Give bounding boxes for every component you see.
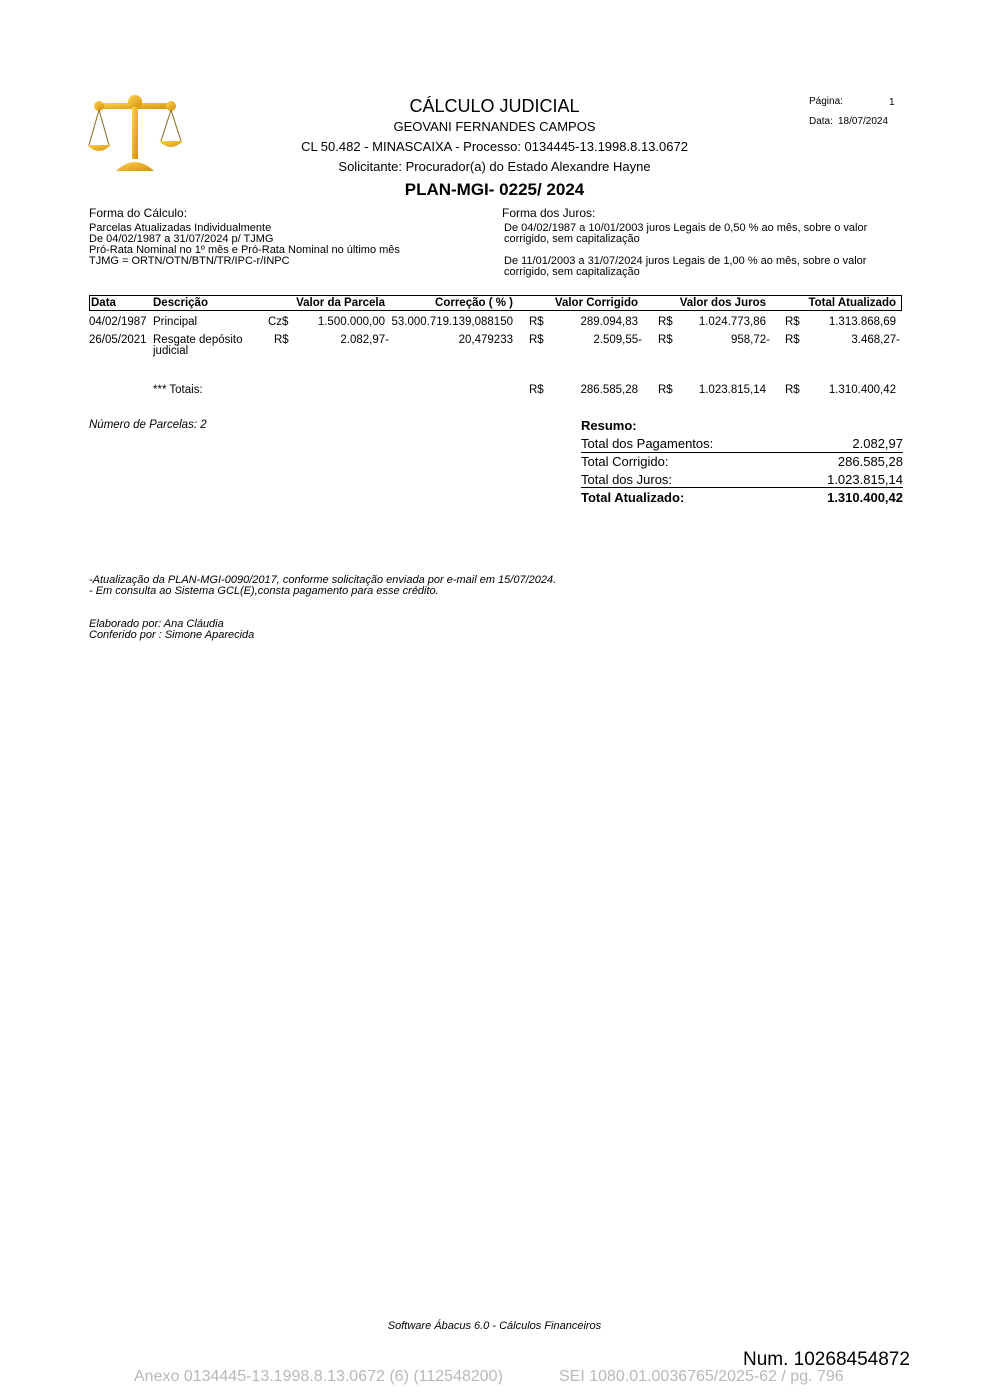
signer-line: Elaborado por: Ana Cláudia [89, 618, 224, 630]
forma-calculo-line: De 04/02/1987 a 31/07/2024 p/ TJMG [89, 233, 274, 245]
cell-currency: R$ [658, 316, 673, 328]
col-header-valor-parcela: Valor da Parcela [296, 297, 385, 309]
resumo-divider [581, 487, 903, 488]
col-header-valor-corrigido: Valor Corrigido [554, 297, 638, 309]
cell-currency: R$ [785, 316, 800, 328]
totals-juros: 1.023.815,14 [698, 384, 766, 396]
cell-valor-corrigido: 289.094,83 [580, 316, 638, 328]
document-number: Num. 10268454872 [743, 1349, 910, 1370]
resumo-corrigido-value: 286.585,28 [837, 454, 903, 469]
page-label: Página: [809, 96, 843, 107]
cell-descricao: Resgate depósito [153, 334, 243, 346]
cell-valor-corrigido: 2.509,55- [593, 334, 642, 346]
date-label: Data: [809, 116, 833, 127]
cell-valor-parcela: 2.082,97- [340, 334, 389, 346]
forma-calculo-line: Parcelas Atualizadas Individualmente [89, 222, 272, 234]
totals-total: 1.310.400,42 [828, 384, 896, 396]
forma-juros-label: Forma dos Juros: [502, 206, 596, 220]
requester-line: Solicitante: Procurador(a) do Estado Alexandre Hayne [338, 159, 651, 174]
resumo-pagamentos-label: Total dos Pagamentos: [581, 436, 714, 451]
col-header-correcao: Correção ( % ) [435, 297, 513, 309]
resumo-corrigido-label: Total Corrigido: [581, 454, 669, 469]
cell-correcao: 53.000.719.139,088150 [391, 316, 513, 328]
forma-juros-line: corrigido, sem capitalização [504, 233, 640, 245]
cell-valor-parcela: 1.500.000,00 [317, 316, 385, 328]
cell-moeda: R$ [274, 334, 289, 346]
col-header-total-atualizado: Total Atualizado [808, 297, 896, 309]
resumo-divider [581, 452, 903, 453]
plan-code: PLAN-MGI- 0225/ 2024 [404, 180, 585, 199]
resumo-atualizado-label: Total Atualizado: [581, 490, 685, 505]
party-name: GEOVANI FERNANDES CAMPOS [393, 119, 596, 134]
numero-parcelas: Número de Parcelas: 2 [89, 419, 207, 431]
cell-currency: R$ [658, 384, 673, 396]
totals-corrigido: 286.585,28 [580, 384, 638, 396]
note-line: -Atualização da PLAN-MGI-0090/2017, conforme solicitação enviada por e-mail em 15/07/2024. [89, 574, 557, 586]
software-footer: Software Ábacus 6.0 - Cálculos Financeiros [387, 1320, 602, 1332]
cell-data: 26/05/2021 [89, 334, 147, 346]
forma-calculo-label: Forma do Cálculo: [89, 206, 188, 220]
resumo-title: Resumo: [581, 418, 637, 433]
note-line: - Em consulta ao Sistema GCL(E),consta pagamento para esse crédito. [89, 585, 439, 597]
cell-valor-juros: 1.024.773,86 [698, 316, 766, 328]
cell-currency: R$ [658, 334, 673, 346]
process-line: CL 50.482 - MINASCAIXA - Processo: 0134445-13.1998.8.13.0672 [301, 139, 688, 154]
page-number: 1 [889, 97, 895, 108]
anexo-watermark: Anexo 0134445-13.1998.8.13.0672 (6) (112548200) [134, 1368, 503, 1385]
cell-currency: R$ [529, 316, 544, 328]
cell-currency: R$ [529, 334, 544, 346]
resumo-juros-value: 1.023.815,14 [827, 472, 903, 487]
cell-correcao: 20,479233 [458, 334, 513, 346]
signer-line: Conferido por : Simone Aparecida [89, 629, 255, 641]
col-header-valor-juros: Valor dos Juros [679, 297, 766, 309]
cell-valor-juros: 958,72- [730, 334, 770, 346]
forma-calculo-line: Pró-Rata Nominal no 1º mês e Pró-Rata Nominal no último mês [89, 244, 400, 256]
forma-juros-line: De 04/02/1987 a 10/01/2003 juros Legais de 0,50 % ao mês, sobre o valor [504, 222, 868, 234]
forma-juros-line: corrigido, sem capitalização [504, 266, 640, 278]
cell-descricao-cont: judicial [153, 345, 189, 357]
cell-data: 04/02/1987 [89, 316, 147, 328]
forma-juros-line: De 11/01/2003 a 31/07/2024 juros Legais de 1,00 % ao mês, sobre o valor [504, 255, 867, 267]
cell-descricao: Principal [153, 316, 198, 328]
resumo-atualizado-value: 1.310.400,42 [827, 490, 903, 505]
cell-currency: R$ [529, 384, 544, 396]
cell-currency: R$ [785, 384, 800, 396]
resumo-pagamentos-value: 2.082,97 [852, 436, 903, 451]
cell-currency: R$ [785, 334, 800, 346]
col-header-data: Data [91, 297, 116, 309]
totals-label: *** Totais: [153, 384, 203, 396]
document-title: CÁLCULO JUDICIAL [409, 96, 580, 116]
cell-total-atualizado: 1.313.868,69 [828, 316, 896, 328]
cell-total-atualizado: 3.468,27- [851, 334, 900, 346]
cell-moeda: Cz$ [268, 316, 289, 328]
resumo-juros-label: Total dos Juros: [581, 472, 673, 487]
date-value: 18/07/2024 [838, 116, 889, 127]
sei-watermark: SEI 1080.01.0036765/2025-62 / pg. 796 [559, 1368, 844, 1385]
forma-calculo-line: TJMG = ORTN/OTN/BTN/TR/IPC-r/INPC [89, 255, 290, 267]
col-header-descricao: Descrição [153, 297, 208, 309]
